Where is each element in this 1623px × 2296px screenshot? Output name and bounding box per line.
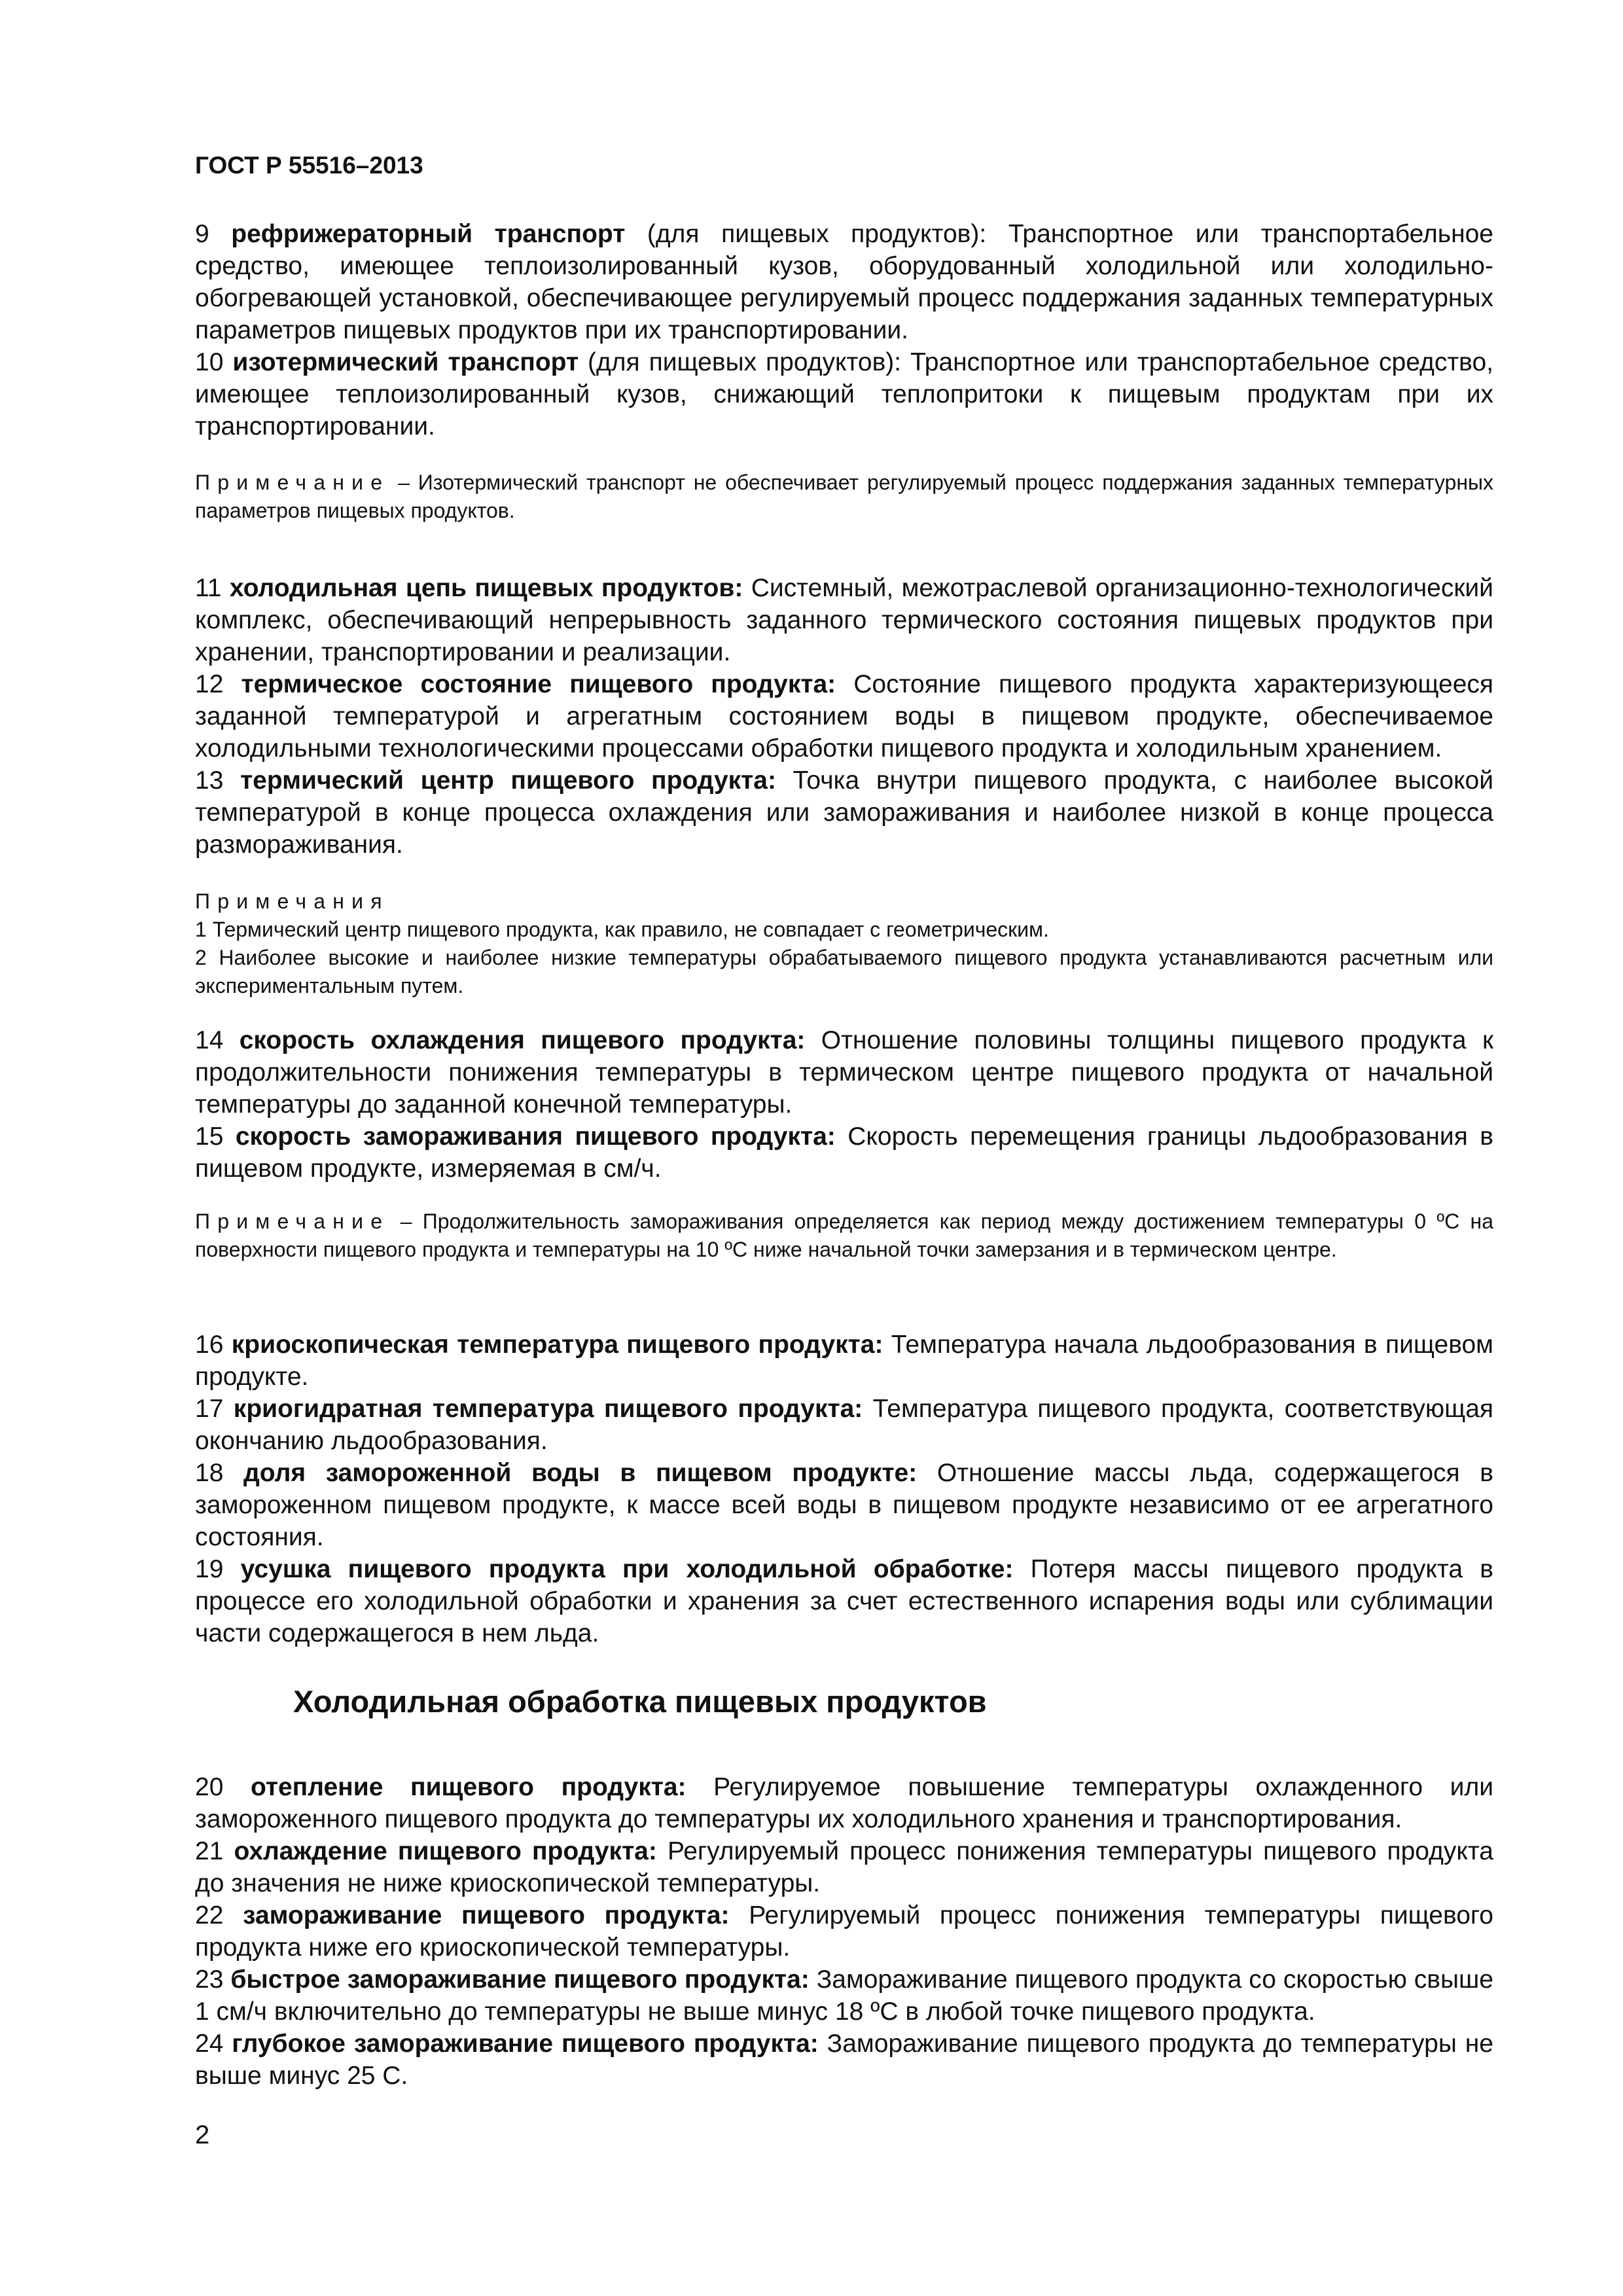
- term-entry: 18 доля замороженной воды в пищевом продукте: Отношение массы льда, содержащегося в замороженном пищевом продукте, к массе всей воды в пищевом продукте независимо от ее агрегатного состояния.: [195, 1459, 1493, 1551]
- terms-block-2: [195, 572, 1493, 861]
- term-entry: 23 быстрое замораживание пищевого продукта: Замораживание пищевого продукта со скоростью свыше 1 см/ч включительно до температуры не выше минус 18 ºС в любой точке пищевого продукта.: [195, 1965, 1493, 2026]
- section-heading: Холодильная обработка пищевых продуктов: [293, 1684, 987, 1719]
- term-entry: 13 термический центр пищевого продукта: Точка внутри пищевого продукта, с наиболее высокой температурой в конце процесса охлаждения или замораживания и наиболее низкой в конце процесса размораживания.: [195, 766, 1494, 859]
- terms-block-1: [195, 218, 1493, 442]
- note-2: [195, 888, 1493, 1000]
- note-1: Примечание – Изотермический транспорт не обеспечивает регулируемый процесс поддержания заданных температурных параметров пищевых продуктов.: [195, 471, 1493, 522]
- term-entry: 12 термическое состояние пищевого продукта: Состояние пищевого продукта характеризующееся заданной температурой и агрегатным состоянием воды в пищевом продукте, обеспечиваемое холодильными технологическими процессами обработки пищевого продукта и холодильным хранением.: [195, 670, 1494, 762]
- term-entry: 19 усушка пищевого продукта при холодильной обработке: Потеря массы пищевого продукта в процессе его холодильной обработки и хранения за счет естественного испарения воды или сублимации части содержащегося в нем льда.: [195, 1555, 1493, 1647]
- term-entry: 10 изотермический транспорт (для пищевых продуктов): Транспортное или транспортабельное средство, имеющее теплоизолированный кузов, снижающий теплопритоки к пищевым продуктам при их транспортировании.: [195, 348, 1493, 440]
- note-3: Примечание – Продолжительность замораживания определяется как период между достижением температуры 0 ºС на поверхности пищевого продукта и температуры на 10 ºС ниже начальной точки замерзания и в термическом центре.: [195, 1210, 1493, 1261]
- terms-block-4: [195, 1329, 1493, 1649]
- term-entry: 17 криогидратная температура пищевого продукта: Температура пищевого продукта, соответствующая окончанию льдообразования.: [195, 1395, 1494, 1455]
- term-entry: 24 глубокое замораживание пищевого продукта: Замораживание пищевого продукта до температуры не выше минус 25 С.: [195, 2030, 1493, 2090]
- term-entry: 11 холодильная цепь пищевых продуктов: Системный, межотраслевой организационно-технологический комплекс, обеспечивающий непрерывность заданного термического состояния пищевых продуктов при хранении, транспортировании и реализации.: [195, 574, 1493, 666]
- note-item: 1 Термический центр пищевого продукта, как правило, не совпадает с геометрическим.: [195, 918, 1049, 941]
- page-number: 2: [195, 2121, 210, 2149]
- term-entry: 14 скорость охлаждения пищевого продукта: Отношение половины толщины пищевого продукта к продолжительности понижения температуры в термическом центре пищевого продукта от начальной температуры до заданной конечной температуры.: [195, 1026, 1494, 1119]
- note-label: Примечание: [195, 1210, 390, 1233]
- terms-block-3: [195, 1024, 1493, 1185]
- terms-block-5: [195, 1771, 1493, 2092]
- term-entry: 16 криоскопическая температура пищевого продукта: Температура начала льдообразования в пищевом продукте.: [195, 1331, 1493, 1391]
- term-entry: 20 отепление пищевого продукта: Регулируемое повышение температуры охлажденного или замороженного пищевого продукта до температуры их холодильного хранения и транспортирования.: [195, 1773, 1493, 1833]
- note-label: Примечание: [195, 471, 390, 494]
- standard-header: ГОСТ Р 55516–2013: [195, 152, 423, 179]
- note-item: 2 Наиболее высокие и наиболее низкие температуры обрабатываемого пищевого продукта устанавливаются расчетным или экспериментальным путем.: [195, 946, 1493, 997]
- term-entry: 21 охлаждение пищевого продукта: Регулируемый процесс понижения температуры пищевого продукта до значения не ниже криоскопической температуры.: [195, 1837, 1493, 1897]
- term-entry: 9 рефрижераторный транспорт (для пищевых продуктов): Транспортное или транспортабельное средство, имеющее теплоизолированный кузов, оборудованный холодильной или холодильно-обогревающей установкой, обеспечивающее регулируемый процесс поддержания заданных температурных параметров пищевых продуктов при их транспортировании.: [195, 220, 1493, 344]
- term-entry: 22 замораживание пищевого продукта: Регулируемый процесс понижения температуры пищевого продукта ниже его криоскопической температуры.: [195, 1901, 1493, 1962]
- term-entry: 15 скорость замораживания пищевого продукта: Скорость перемещения границы льдообразования в пищевом продукте, измеряемая в см/ч.: [195, 1122, 1493, 1183]
- notes-label: Примечания: [195, 889, 389, 913]
